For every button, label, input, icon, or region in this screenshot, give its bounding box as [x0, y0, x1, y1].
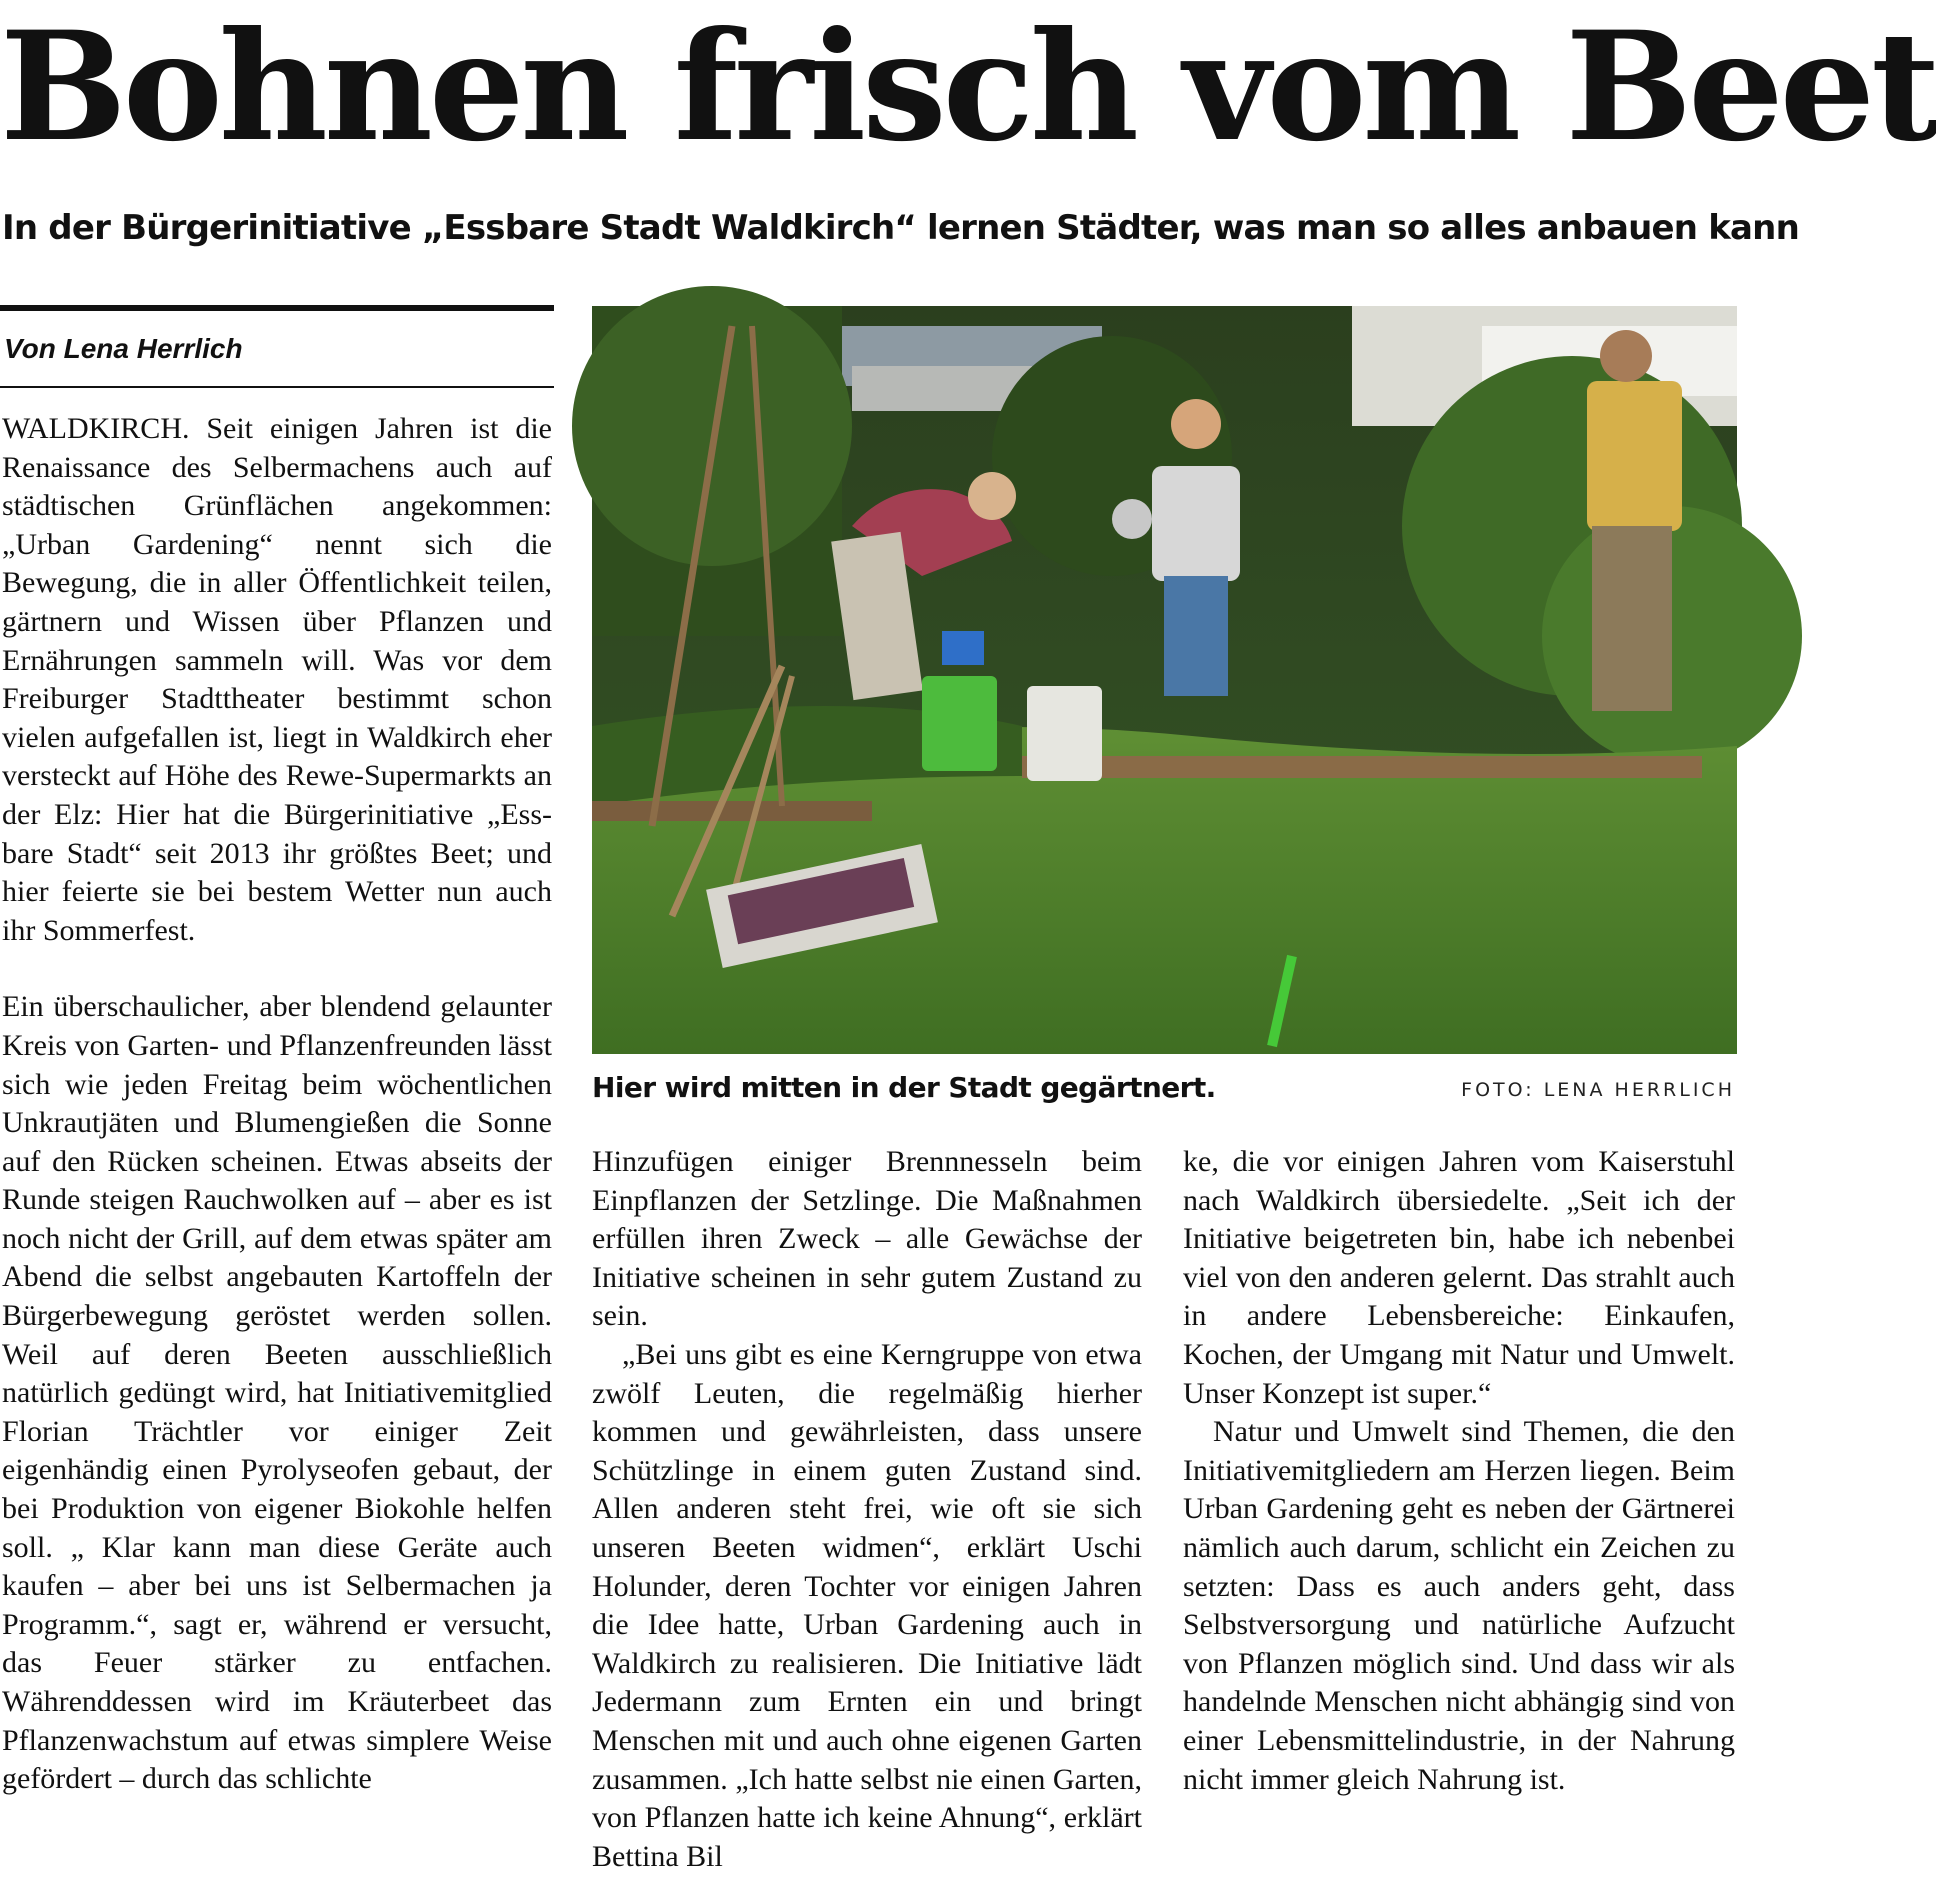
top-rule: [0, 305, 554, 311]
article-photo: [592, 306, 1737, 1054]
article-column-2: [592, 1143, 1142, 1876]
photo-caption: Hier wird mitten in der Stadt gegärtnert.: [592, 1071, 1216, 1104]
byline: Von Lena Herrlich: [4, 333, 243, 364]
article-column-3: [1183, 1143, 1735, 1799]
subheadline: In der Bürgerinitiative „Essbare Stadt Waldkirch“ lernen Städter, was man so alles anbauen kann: [2, 208, 1799, 248]
paragraph: Natur und Umwelt sind Themen, die den Initiativemitgliedern am Herzen liegen. Beim Urban Gardening geht es neben der Gärtnerei nämlich auch darum, schlicht ein Zeichen zu setzten: Dass es auch anders geht, dass Selbstversorgung und natürliche Aufzucht von Pflanzen möglich sind. Und dass wir als handelnde Menschen nicht abhängig sind von einer Lebensmittelindustrie, in der Nahrung nicht immer gleich Nahrung ist.: [1183, 1415, 1735, 1796]
paragraph: ke, die vor einigen Jahren vom Kaiserstuhl nach Waldkirch übersiedelte. „Seit ich der Initiative beigetreten bin, habe ich nebenbei viel von den anderen gelernt. Das strahlt auch in andere Lebensbereiche: Einkaufen, Kochen, der Umgang mit Natur und Umwelt. Unser Konzept ist super.“: [1183, 1145, 1735, 1410]
headline: Bohnen frisch vom Beet: [0, 0, 1936, 175]
byline-rule: [0, 386, 554, 388]
article-column-1: [2, 410, 552, 1799]
paragraph-lead: WALDKIRCH. Seit einigen Jahren ist die Renaissance des Selbermachens auch auf städtischen Grünflächen angekommen: „Urban Gardening“ nennt sich die Bewegung, die in aller Öffentlichkeit teilen, gärtnern und Wissen über Pflanzen und Ernährungen sammeln will. Was vor dem Freiburger Stadttheater bestimmt schon vielen aufgefallen ist, liegt in Waldkirch eher versteckt auf Höhe des Rewe-Supermarkts an der Elz: Hier hat die Bürgerinitiative „Essbare Stadt“ seit 2013 ihr größtes Beet; und hier feierte sie bei bestem Wetter nun auch ihr Sommerfest.: [2, 412, 552, 947]
paragraph: Hinzufügen einiger Brennnesseln beim Einpflanzen der Setzlinge. Die Maßnahmen erfüllen ihren Zweck – alle Gewächse der Initiative scheinen in sehr gutem Zustand zu sein.: [592, 1145, 1142, 1333]
paragraph: Ein überschaulicher, aber blendend gelaunter Kreis von Garten- und Pflanzenfreunden lässt sich wie jeden Freitag beim wöchentlichen Unkrautjäten und Blumengießen die Sonne auf den Rücken scheinen. Etwas abseits der Runde steigen Rauchwolken auf – aber es ist noch nicht der Grill, auf dem etwas später am Abend die selbst angebauten Kartoffeln der Bürgerbewegung geröstet werden sollen. Weil auf deren Beeten ausschließlich natürlich gedüngt wird, hat Initiativemitglied Florian Trächtler vor einiger Zeit eigenhändig einen Pyrolyseofen gebaut, der bei Produktion von eigener Biokohle helfen soll. „ Klar kann man diese Geräte auch kaufen – aber bei uns ist Selbermachen ja Programm.“, sagt er, während er versucht, das Feuer stärker zu entfachen. Währenddessen wird im Kräuterbeet das Pflanzenwachstum auf etwas simplere Weise gefördert – durch das schlichte: [2, 990, 552, 1796]
photo-credit: FOTO: LENA HERRLICH: [1461, 1079, 1735, 1101]
garden-photo-illustration: [592, 306, 1737, 1054]
paragraph: „Bei uns gibt es eine Kerngruppe von etwa zwölf Leuten, die regelmäßig hierher kommen und gewährleisten, dass unsere Schützlinge in einem guten Zustand sind. Allen anderen steht frei, wie oft sie sich unseren Beeten widmen“, erklärt Uschi Holunder, deren Tochter vor einigen Jahren die Idee hatte, Urban Gardening auch in Waldkirch zu realisieren. Die Initiative lädt Jedermann zum Ernten ein und bringt Menschen mit und auch ohne eigenen Garten zusammen. „Ich hatte selbst nie einen Garten, von Pflanzen hatte ich keine Ahnung“, erklärt Bettina Bil: [592, 1337, 1142, 1873]
